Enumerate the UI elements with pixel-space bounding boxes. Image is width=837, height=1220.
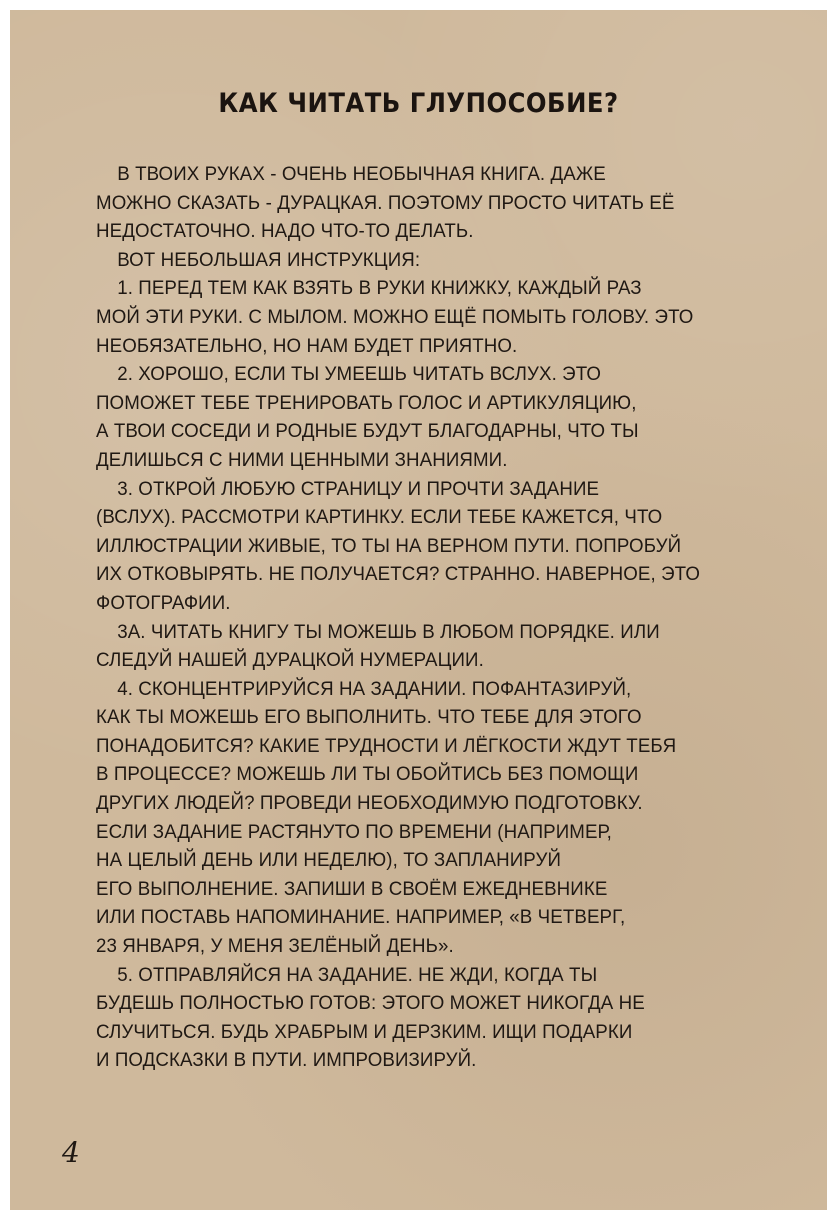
page-title: КАК ЧИТАТЬ ГЛУПОСОБИЕ? <box>218 88 619 119</box>
book-page <box>10 10 827 1210</box>
text-line: МОЖНО СКАЗАТЬ - ДУРАЦКАЯ. ПОЭТОМУ ПРОСТО ЧИТАТЬ ЕЁ <box>96 191 675 214</box>
text-line: ИЛИ ПОСТАВЬ НАПОМИНАНИЕ. НАПРИМЕР, «В ЧЕТВЕРГ, <box>96 906 626 929</box>
text-line: 3А. ЧИТАТЬ КНИГУ ТЫ МОЖЕШЬ В ЛЮБОМ ПОРЯДКЕ. ИЛИ <box>96 620 660 643</box>
text-line: КАК ТЫ МОЖЕШЬ ЕГО ВЫПОЛНИТЬ. ЧТО ТЕБЕ ДЛЯ ЭТОГО <box>96 706 642 729</box>
text-line: ДЕЛИШЬСЯ С НИМИ ЦЕННЫМИ ЗНАНИЯМИ. <box>96 448 508 471</box>
text-line: (ВСЛУХ). РАССМОТРИ КАРТИНКУ. ЕСЛИ ТЕБЕ КАЖЕТСЯ, ЧТО <box>96 506 663 529</box>
instructions-text <box>96 160 730 1075</box>
text-line: 4. СКОНЦЕНТРИРУЙСЯ НА ЗАДАНИИ. ПОФАНТАЗИРУЙ, <box>96 677 632 700</box>
text-line: ИХ ОТКОВЫРЯТЬ. НЕ ПОЛУЧАЕТСЯ? СТРАННО. НАВЕРНОЕ, ЭТО <box>96 563 700 586</box>
text-line: ПОНАДОБИТСЯ? КАКИЕ ТРУДНОСТИ И ЛЁГКОСТИ ЖДУТ ТЕБЯ <box>96 734 677 757</box>
text-line: ИЛЛЮСТРАЦИИ ЖИВЫЕ, ТО ТЫ НА ВЕРНОМ ПУТИ. ПОПРОБУЙ <box>96 534 682 557</box>
text-line: НЕДОСТАТОЧНО. НАДО ЧТО-ТО ДЕЛАТЬ. <box>96 220 474 243</box>
text-line: НА ЦЕЛЫЙ ДЕНЬ ИЛИ НЕДЕЛЮ), ТО ЗАПЛАНИРУЙ <box>96 849 562 872</box>
text-line: В ТВОИХ РУКАХ - ОЧЕНЬ НЕОБЫЧНАЯ КНИГА. ДАЖЕ <box>96 163 606 185</box>
text-line: ВОТ НЕБОЛЬШАЯ ИНСТРУКЦИЯ: <box>96 248 421 271</box>
text-line: 2. ХОРОШО, ЕСЛИ ТЫ УМЕЕШЬ ЧИТАТЬ ВСЛУХ. ЭТО <box>96 363 602 386</box>
text-line: 1. ПЕРЕД ТЕМ КАК ВЗЯТЬ В РУКИ КНИЖКУ, КАЖДЫЙ РАЗ <box>96 277 642 300</box>
text-line: И ПОДСКАЗКИ В ПУТИ. ИМПРОВИЗИРУЙ. <box>96 1049 477 1072</box>
text-line: СЛУЧИТЬСЯ. БУДЬ ХРАБРЫМ И ДЕРЗКИМ. ИЩИ ПОДАРКИ <box>96 1020 633 1043</box>
text-line: 5. ОТПРАВЛЯЙСЯ НА ЗАДАНИЕ. НЕ ЖДИ, КОГДА ТЫ <box>96 963 598 986</box>
text-line: СЛЕДУЙ НАШЕЙ ДУРАЦКОЙ НУМЕРАЦИИ. <box>96 649 484 672</box>
text-line: ЕГО ВЫПОЛНЕНИЕ. ЗАПИШИ В СВОЁМ ЕЖЕДНЕВНИКЕ <box>96 877 608 900</box>
text-line: А ТВОИ СОСЕДИ И РОДНЫЕ БУДУТ БЛАГОДАРНЫ, ЧТО ТЫ <box>96 420 639 443</box>
text-line: МОЙ ЭТИ РУКИ. С МЫЛОМ. МОЖНО ЕЩЁ ПОМЫТЬ ГОЛОВУ. ЭТО <box>96 305 694 328</box>
text-line: ПОМОЖЕТ ТЕБЕ ТРЕНИРОВАТЬ ГОЛОС И АРТИКУЛЯЦИЮ, <box>96 391 637 414</box>
text-line: ФОТОГРАФИИ. <box>96 591 231 614</box>
text-line: БУДЕШЬ ПОЛНОСТЬЮ ГОТОВ: ЭТОГО МОЖЕТ НИКОГДА НЕ <box>96 992 645 1015</box>
page-number: 4 <box>62 1136 80 1169</box>
text-line: НЕОБЯЗАТЕЛЬНО, НО НАМ БУДЕТ ПРИЯТНО. <box>96 334 518 357</box>
text-line: 3. ОТКРОЙ ЛЮБУЮ СТРАНИЦУ И ПРОЧТИ ЗАДАНИЕ <box>96 477 600 500</box>
text-line: ЕСЛИ ЗАДАНИЕ РАСТЯНУТО ПО ВРЕМЕНИ (НАПРИМЕР, <box>96 820 612 843</box>
text-line: 23 ЯНВАРЯ, У МЕНЯ ЗЕЛЁНЫЙ ДЕНЬ». <box>96 935 454 958</box>
text-line: ДРУГИХ ЛЮДЕЙ? ПРОВЕДИ НЕОБХОДИМУЮ ПОДГОТОВКУ. <box>96 792 643 815</box>
text-line: В ПРОЦЕССЕ? МОЖЕШЬ ЛИ ТЫ ОБОЙТИСЬ БЕЗ ПОМОЩИ <box>96 763 639 786</box>
